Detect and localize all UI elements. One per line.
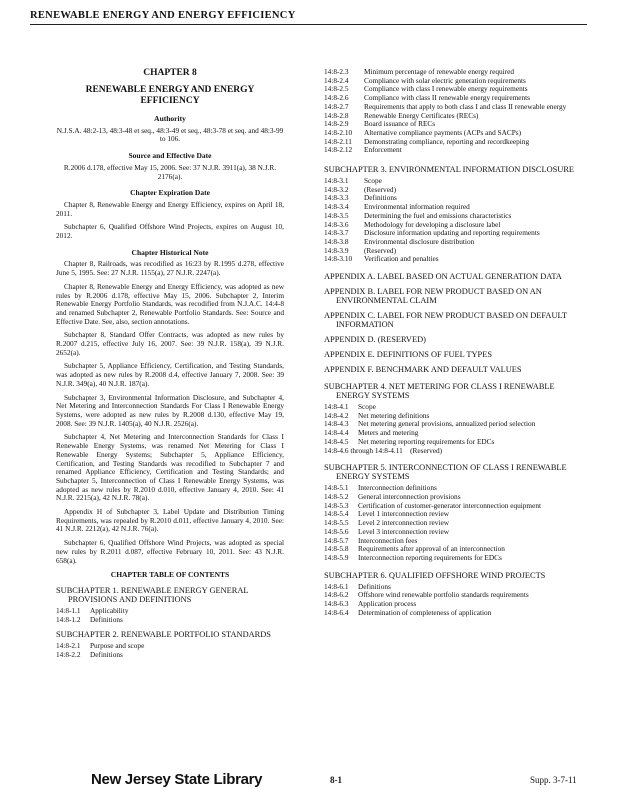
- appendix-entry: APPENDIX A. LABEL BASED ON ACTUAL GENERATION DATA: [324, 272, 562, 282]
- section-title: (Reserved): [364, 245, 397, 255]
- section-number: 14:8-4.3: [324, 419, 349, 429]
- left-column: [56, 68, 284, 660]
- section-number: 14:8-3.9: [324, 245, 349, 255]
- section-number: 14:8-2.1: [56, 641, 81, 651]
- section-title: Verification and penalties: [364, 254, 439, 264]
- section-title: Definitions: [90, 650, 123, 660]
- section-number: 14:8-2.12: [324, 145, 353, 155]
- section-number: 14:8-2.9: [324, 119, 349, 129]
- section-number: 14:8-3.6: [324, 219, 349, 229]
- subchapter-5-heading: SUBCHAPTER 5. INTERCONNECTION OF CLASS I RENEWABLE ENERGY SYSTEMS: [324, 463, 567, 482]
- history-heading: Chapter Historical Note: [131, 247, 209, 257]
- section-title: Methodology for developing a disclosure label: [364, 219, 501, 229]
- section-number: 14:8-5.3: [324, 500, 349, 510]
- section-number: 14:8-2.2: [56, 650, 81, 660]
- section-number: 14:8-4.1: [324, 402, 349, 412]
- section-title: Scope: [364, 176, 382, 186]
- section-title: Compliance with solar electric generation requirements: [364, 75, 526, 85]
- running-header: RENEWABLE ENERGY AND ENERGY EFFICIENCY: [30, 10, 587, 25]
- section-number: 14:8-5.2: [324, 491, 349, 501]
- section-number: 14:8-5.6: [324, 526, 349, 536]
- appendix-entry: APPENDIX B. LABEL FOR NEW PRODUCT BASED ON AN ENVIRONMENTAL CLAIM: [324, 287, 542, 306]
- history-paragraph: Subchapter 5, Appliance Efficiency, Certification, and Testing Standards, was adopted as new rules by R.2008 d.4, effective January 7, 2008. See: 39 N.J.R. 349(a), 40 N.J.R. 187(a).: [56, 361, 284, 388]
- history-paragraph: Subchapter 8, Standard Offer Contracts, was adopted as new rules by R.2007 d.215, effective July 16, 2007. See: 39 N.J.R. 158(a), 39 N.J.R. 2652(a).: [56, 330, 284, 357]
- section-number: 14:8-6.2: [324, 590, 349, 600]
- section-number: 14:8-6.1: [324, 581, 349, 591]
- section-number: 14:8-2.3: [324, 67, 349, 76]
- section-title: Meters and metering: [358, 428, 419, 438]
- history-paragraph: Subchapter 6, Qualified Offshore Wind Projects, was adopted as special new rules by R.2011 d.087, effective February 10, 2011. See: 43 N.J.R. 658(a).: [56, 538, 284, 565]
- section-number: 14:8-2.5: [324, 84, 349, 94]
- section-title: Compliance with class II renewable energy requirements: [364, 93, 531, 103]
- section-number: 14:8-1.1: [56, 605, 81, 615]
- history-paragraph: Chapter 8, Railroads, was recodified as 16:23 by R.1995 d.278, effective June 5, 1995. See: 27 N.J.R. 1155(a), 27 N.J.R. 2247(a).: [56, 259, 284, 278]
- section-number: 14:8-3.4: [324, 202, 349, 212]
- toc-entry: [324, 146, 590, 155]
- section-title: Environmental disclosure distribution: [364, 236, 475, 246]
- source-text: R.2006 d.178, effective May 15, 2006. See: 37 N.J.R. 3911(a), 38 N.J.R. 2176(a).: [63, 162, 277, 181]
- section-title: General interconnection provisions: [358, 491, 461, 501]
- section-number: 14:8-6.4: [324, 607, 349, 617]
- section-title: Net metering definitions: [358, 410, 430, 420]
- chapter-title: RENEWABLE ENERGY AND ENERGY EFFICIENCY: [85, 85, 255, 106]
- right-column: [324, 68, 590, 617]
- section-title: Enforcement: [364, 145, 402, 155]
- source-heading: Source and Effective Date: [128, 151, 212, 161]
- toc-entry: [324, 554, 590, 563]
- section-title: Net metering general provisions, annualized period selection: [358, 419, 536, 429]
- supplement-date: Supp. 3-7-11: [530, 775, 577, 785]
- section-number: 14:8-3.5: [324, 210, 349, 220]
- toc-entry: [324, 609, 590, 618]
- toc-entry: [56, 651, 284, 660]
- section-title: Determining the fuel and emissions characteristics: [364, 210, 512, 220]
- subchapter-3-heading: SUBCHAPTER 3. ENVIRONMENTAL INFORMATION DISCLOSURE: [324, 165, 575, 175]
- section-title: Minimum percentage of renewable energy required: [364, 67, 514, 76]
- section-title: Applicability: [90, 605, 129, 615]
- toc-entry: [56, 616, 284, 625]
- section-number: 14:8-2.11: [324, 136, 352, 146]
- appendix-entry: APPENDIX E. DEFINITIONS OF FUEL TYPES: [324, 350, 492, 360]
- section-title: Demonstrating compliance, reporting and recordkeeping: [364, 136, 530, 146]
- history-paragraph: Chapter 8, Renewable Energy and Energy Efficiency, was adopted as new rules by R.2006 d.178, effective May 15, 2006. Subchapter 2, Interim Renewable Energy Portfolio Standards, was recodified from N.J.A.C. 14:4-8 and renamed Subchapter 2, Renewable Portfolio Standards. See: Source and Effective Date. See, also, section annotations.: [56, 281, 284, 326]
- section-title: Purpose and scope: [90, 641, 145, 651]
- section-number: 14:8-1.2: [56, 614, 81, 624]
- history-paragraph: Subchapter 3, Environmental Information Disclosure, and Subchapter 4, Net Metering and Interconnection Standards For Class I Renewable Energy Systems, were adopted as new rules by R.2008 d.130, effective May 19, 2008. See: 39 N.J.R. 1405(a), 40 N.J.R. 2526(a).: [56, 392, 284, 428]
- section-title: Requirements after approval of an interconnection: [358, 544, 505, 554]
- section-number: 14:8-4.2: [324, 410, 349, 420]
- section-number: 14:8-5.1: [324, 483, 349, 493]
- section-title: Interconnection fees: [358, 535, 418, 545]
- subchapter-1-heading: SUBCHAPTER 1. RENEWABLE ENERGY GENERAL PROVISIONS AND DEFINITIONS: [56, 585, 249, 604]
- authority-text: N.J.S.A. 48:2-13, 48:3-48 et seq., 48:3-49 et seq., 48:3-78 et seq. and 48:3-99 to 106.: [56, 125, 284, 144]
- section-title: Offshore wind renewable portfolio standards requirements: [358, 590, 529, 600]
- section-number: 14:8-2.4: [324, 75, 349, 85]
- section-title: Scope: [358, 402, 376, 412]
- section-title: Definitions: [358, 581, 391, 591]
- section-title: Level 1 interconnection review: [358, 509, 449, 519]
- section-title: Net metering reporting requirements for EDCs: [358, 436, 495, 446]
- section-title: (Reserved): [364, 184, 397, 194]
- section-number: 14:8-3.1: [324, 176, 349, 186]
- section-number: 14:8-3.3: [324, 193, 349, 203]
- section-title: Interconnection reporting requirements for EDCs: [358, 552, 502, 562]
- section-number: 14:8-3.7: [324, 228, 349, 238]
- expiration-paragraph: Subchapter 6, Qualified Offshore Wind Projects, expires on August 10, 2012.: [56, 222, 284, 241]
- section-number: 14:8-3.8: [324, 236, 349, 246]
- toc-entry: [324, 255, 590, 264]
- section-title: Definitions: [90, 614, 123, 624]
- subchapter-4-heading: SUBCHAPTER 4. NET METERING FOR CLASS I RENEWABLE ENERGY SYSTEMS: [324, 382, 555, 401]
- section-title: Interconnection definitions: [358, 483, 437, 493]
- toc-heading: CHAPTER TABLE OF CONTENTS: [110, 570, 230, 580]
- section-title: Disclosure information updating and reporting requirements: [364, 228, 540, 238]
- section-number: 14:8-5.7: [324, 535, 349, 545]
- section-number: 14:8-2.10: [324, 127, 353, 137]
- page-number: 8-1: [330, 775, 342, 785]
- section-number: 14:8-5.5: [324, 518, 349, 528]
- section-title: Requirements that apply to both class I and class II renewable energy: [364, 101, 567, 111]
- section-number: 14:8-2.6: [324, 93, 349, 103]
- section-title: Definitions: [364, 193, 397, 203]
- section-title: Level 3 interconnection review: [358, 526, 449, 536]
- toc-entry-reserved: 14:8-4.6 through 14:8-4.11 (Reserved): [324, 445, 443, 455]
- history-paragraph: Subchapter 4, Net Metering and Interconnection Standards for Class I Renewable Energy Systems, was renamed Net Metering for Class I Renewable Energy Systems; Subchapter 5, Appliance Efficiency, Certification, and Testing Standards was recodified to Subchapter 7 and renamed Appliance Efficiency, Certification and Testing Standards; and Subchapter 5, Interconnection of Class I Renewable Energy Systems, was adopted as new rules by R.2010 d.010, effective January 4, 2010. See: 41 N.J.R. 2215(a), 42 N.J.R. 78(a).: [56, 432, 284, 503]
- section-title: Certification of customer-generator interconnection equipment: [358, 500, 542, 510]
- section-number: 14:8-2.7: [324, 101, 349, 111]
- section-number: 14:8-4.4: [324, 428, 349, 438]
- section-title: Board issuance of RECs: [364, 119, 436, 129]
- appendix-entry: APPENDIX F. BENCHMARK AND DEFAULT VALUES: [324, 365, 522, 375]
- section-number: 14:8-6.3: [324, 599, 349, 609]
- subchapter-6-heading: SUBCHAPTER 6. QUALIFIED OFFSHORE WIND PROJECTS: [324, 570, 546, 580]
- section-title: Determination of completeness of application: [358, 607, 492, 617]
- section-number: 14:8-3.2: [324, 184, 349, 194]
- section-title: Renewable Energy Certificates (RECs): [364, 110, 479, 120]
- section-number: 14:8-2.8: [324, 110, 349, 120]
- appendix-entry: APPENDIX D. (RESERVED): [324, 335, 426, 345]
- section-title: Level 2 interconnection review: [358, 518, 449, 528]
- history-paragraph: Appendix H of Subchapter 3, Label Update and Distribution Timing Requirements, was repealed by R.2010 d.011, effective January 4, 2010. See: 41 N.J.R. 2212(a), 42 N.J.R. 76(a).: [56, 507, 284, 534]
- authority-heading: Authority: [154, 114, 186, 123]
- section-number: 14:8-5.9: [324, 552, 349, 562]
- section-number: 14:8-4.5: [324, 436, 349, 446]
- appendix-entry: APPENDIX C. LABEL FOR NEW PRODUCT BASED ON DEFAULT INFORMATION: [324, 311, 567, 330]
- section-title: Environmental information required: [364, 202, 470, 212]
- section-number: 14:8-3.10: [324, 254, 353, 264]
- section-number: 14:8-5.8: [324, 544, 349, 554]
- section-number: 14:8-5.4: [324, 509, 349, 519]
- chapter-number: CHAPTER 8: [143, 68, 197, 78]
- subchapter-2-heading: SUBCHAPTER 2. RENEWABLE PORTFOLIO STANDARDS: [56, 630, 271, 640]
- section-title: Application process: [358, 599, 417, 609]
- expiration-paragraph: Chapter 8, Renewable Energy and Energy Efficiency, expires on April 18, 2011.: [56, 199, 284, 218]
- expiration-heading: Chapter Expiration Date: [130, 188, 210, 198]
- library-logo-text: New Jersey State Library: [91, 771, 263, 788]
- section-title: Compliance with class I renewable energy requirements: [364, 84, 528, 94]
- section-title: Alternative compliance payments (ACPs and SACPs): [364, 127, 522, 137]
